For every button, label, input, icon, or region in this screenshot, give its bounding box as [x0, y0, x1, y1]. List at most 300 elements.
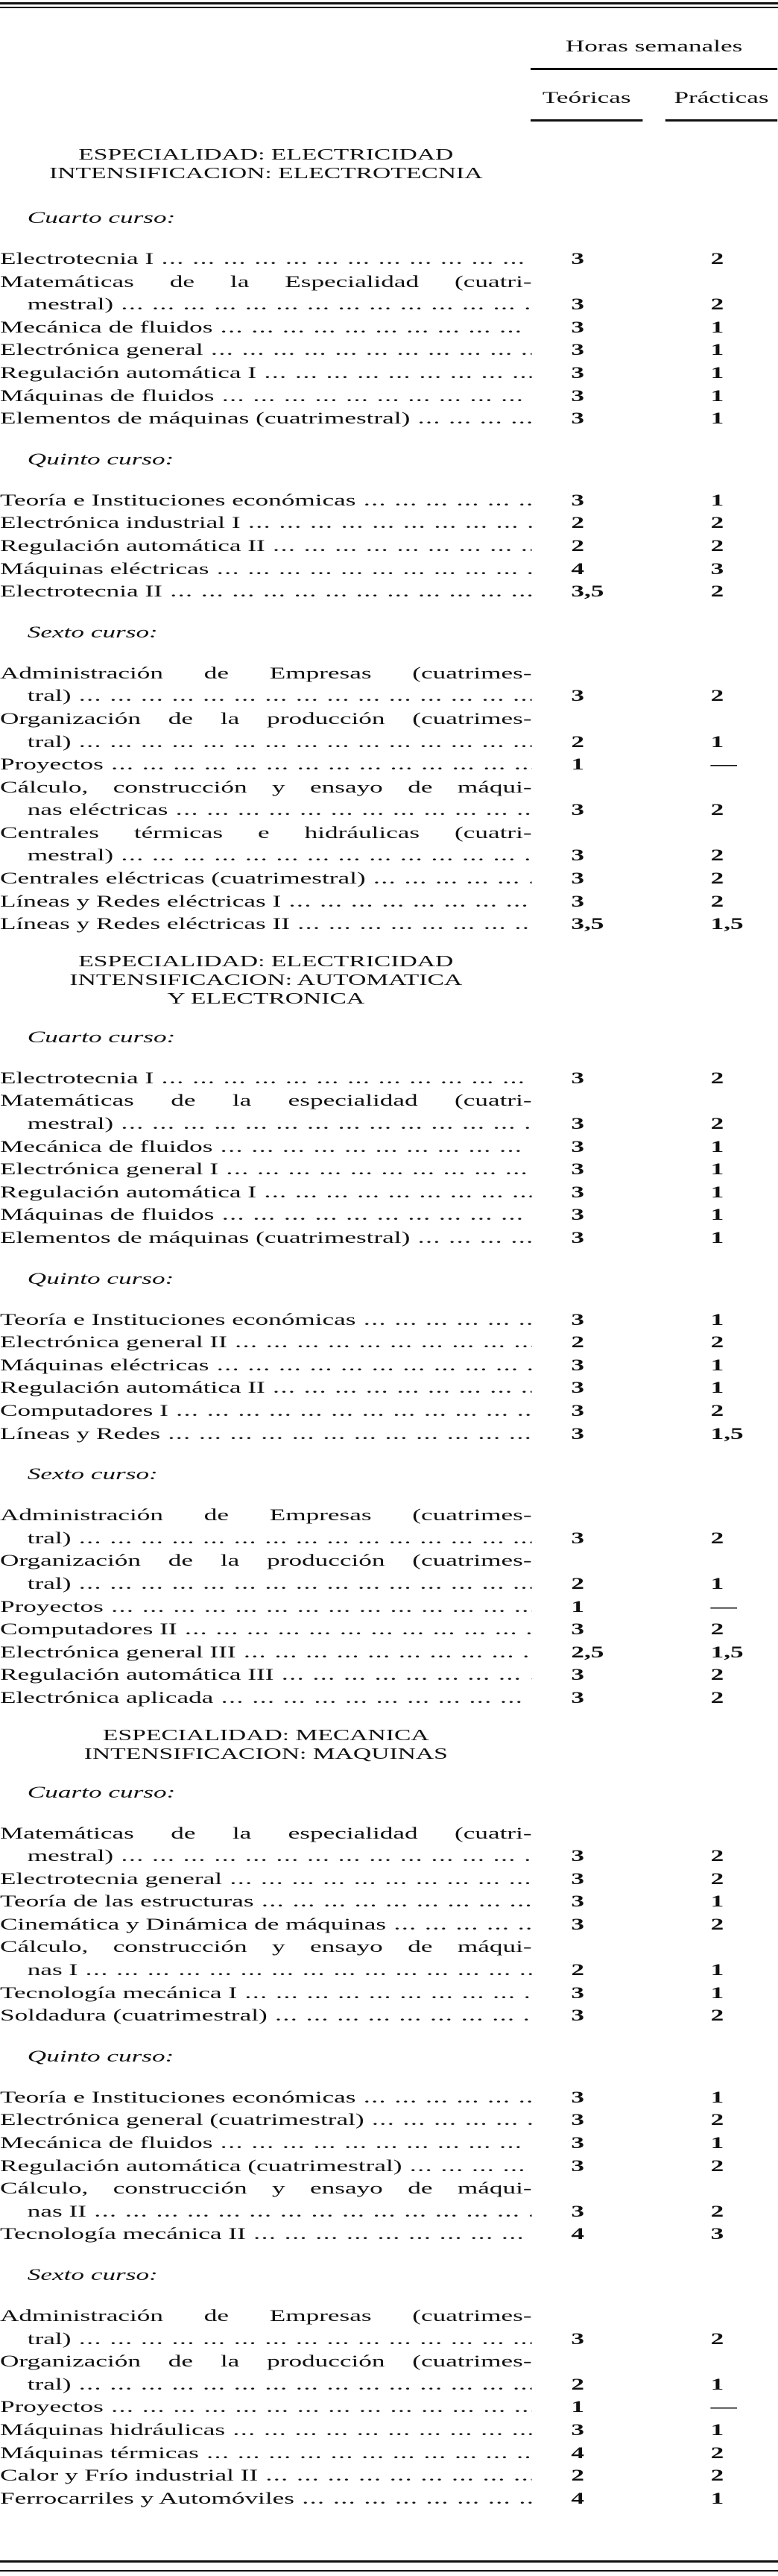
practicas-hours: 1,5 [710, 914, 744, 933]
teoricas-hours: 3 [571, 1400, 584, 1420]
subject-row [0, 558, 778, 581]
subject-name-line [0, 511, 532, 535]
subject-name: Líneas y Redes [0, 1423, 161, 1443]
subject-name: Electrónica general I [0, 1159, 219, 1179]
dot-leader [265, 535, 532, 558]
practicas-hours: 2 [710, 1528, 724, 1547]
practicas-hours: 1 [710, 317, 724, 336]
dot-leader [71, 2373, 531, 2396]
teoricas-hours: 3 [571, 295, 584, 314]
subject-name: tral) [27, 2328, 72, 2348]
subject-name-line [0, 867, 532, 890]
subject-row [0, 2155, 778, 2178]
subject-name: Centrales eléctricas (cuatrimestral) [0, 869, 366, 888]
teoricas-hours: 3 [571, 490, 584, 509]
dot-leader [71, 731, 531, 754]
practicas-hours: 1,5 [710, 1642, 744, 1661]
subject-name-line [0, 1136, 532, 1159]
practicas-hours: 1 [710, 362, 724, 382]
subject-name-line [0, 1112, 532, 1136]
teoricas-hours: 3 [571, 409, 584, 428]
teoricas-hours: 3 [571, 2087, 584, 2106]
dot-leader [290, 913, 532, 936]
subject-name-line [0, 2373, 532, 2396]
teoricas-hours: 2 [571, 513, 584, 532]
practicas-hours: 1 [710, 2133, 724, 2153]
bottom-rule [0, 2560, 778, 2563]
teoricas-hours: 3 [571, 340, 584, 359]
subject-name-line [0, 2200, 532, 2223]
teoricas-hours: 3 [571, 1687, 584, 1707]
subject-row [0, 2305, 778, 2350]
subject-row [0, 1226, 778, 1250]
subject-row [0, 2487, 778, 2510]
subject-row [0, 1890, 778, 1913]
subject-name: mestral) [27, 845, 114, 865]
practicas-hours: 2 [710, 295, 724, 314]
course-label: Quinto curso: [27, 1268, 174, 1288]
dot-leader [364, 2109, 532, 2132]
dot-leader [71, 1527, 531, 1550]
teoricas-hours: 3 [571, 1355, 584, 1374]
dot-leader [104, 753, 532, 776]
dot-leader [268, 2004, 532, 2027]
subject-name-line [0, 2464, 532, 2487]
teoricas-hours: 3 [571, 2133, 584, 2153]
dot-leader [168, 799, 531, 822]
teoricas-hours: 2 [571, 1960, 584, 1980]
practicas-hours: 2 [710, 2328, 724, 2348]
subject-name-line [0, 1596, 532, 1619]
header-divider [531, 68, 777, 70]
subject-name-line [0, 558, 532, 581]
subject-name: Electrónica industrial I [0, 513, 241, 532]
subject-name: Teoría e Instituciones económicas [0, 2087, 356, 2106]
practicas-hours: 1 [710, 2087, 724, 2106]
subject-name: Electrotecnia general [0, 1868, 223, 1888]
subject-row [0, 913, 778, 936]
subject-row [0, 2109, 778, 2132]
subject-name: Elementos de máquinas (cuatrimestral) [0, 1228, 411, 1247]
subject-name-line [0, 1959, 532, 1982]
subject-name: Proyectos [0, 2397, 104, 2416]
subject-name-line [0, 1067, 532, 1090]
subject-name-line: Cálculo, construcción y ensayo de máqui- [0, 777, 532, 796]
subject-name: tral) [27, 731, 72, 751]
dot-leader [281, 890, 531, 913]
subject-name: Electrotecnia I [0, 249, 154, 268]
dot-leader [254, 1890, 532, 1913]
subject-name-line [0, 2396, 532, 2419]
subject-name: Proyectos [0, 1596, 104, 1616]
subject-name-line [0, 362, 532, 385]
subject-name-line [0, 2328, 532, 2351]
subject-name-line [0, 1309, 532, 1332]
dot-leader [214, 385, 531, 408]
subject-name: Elementos de máquinas (cuatrimestral) [0, 409, 411, 428]
dot-leader [227, 1331, 532, 1354]
dot-leader [241, 511, 532, 535]
subject-row [0, 1913, 778, 1936]
teoricas-divider [531, 119, 642, 122]
subject-name-line [0, 535, 532, 558]
teoricas-hours: 3 [571, 800, 584, 819]
dot-leader [218, 1158, 531, 1181]
practicas-hours: 1 [710, 2488, 724, 2507]
subject-name-line [0, 1527, 532, 1550]
subject-name: Electrónica general [0, 340, 203, 359]
course-label: Quinto curso: [27, 449, 174, 468]
practicas-hours: — [710, 755, 737, 774]
subject-name-line [0, 1913, 532, 1936]
practicas-hours: 1 [710, 340, 724, 359]
subject-name: Proyectos [0, 755, 104, 774]
subject-name: Electrotecnia I [0, 1068, 154, 1087]
subject-name-line [0, 2004, 532, 2027]
subject-name: Regulación automática III [0, 1665, 274, 1684]
subject-name: Líneas y Redes eléctricas I [0, 891, 282, 910]
subject-row [0, 1504, 778, 1549]
practicas-hours: 1 [710, 1378, 724, 1397]
teoricas-hours: 3 [571, 1528, 584, 1547]
subject-name-line: Cálculo, construcción y ensayo de máqui- [0, 2179, 532, 2198]
subject-row [0, 1067, 778, 1090]
subject-name-line: Organización de la producción (cuatrimes- [0, 1551, 532, 1570]
dot-leader [71, 1572, 531, 1596]
dot-leader [294, 2487, 532, 2510]
dot-leader [168, 1399, 532, 1423]
subject-row [0, 2223, 778, 2246]
subject-name: Regulación automática II [0, 1378, 265, 1397]
subject-row [0, 662, 778, 708]
subject-row [0, 822, 778, 867]
dot-leader [104, 1596, 532, 1619]
dot-leader [212, 316, 531, 339]
practicas-hours: 2 [710, 1665, 724, 1684]
practicas-hours: 1 [710, 1136, 724, 1156]
teoricas-hours: 2 [571, 535, 584, 555]
course-label: Cuarto curso: [27, 1027, 176, 1046]
dot-leader [402, 2155, 532, 2178]
teoricas-hours: 3 [571, 1136, 584, 1156]
practicas-divider [665, 119, 777, 122]
subject-name-line [0, 2223, 532, 2246]
top-rule-secondary [0, 7, 778, 8]
subject-row [0, 362, 778, 385]
subject-name: Líneas y Redes eléctricas II [0, 914, 290, 933]
teoricas-hours: 3 [571, 317, 584, 336]
course-label: Sexto curso: [27, 1464, 158, 1484]
practicas-hours: 1 [710, 1960, 724, 1980]
dot-leader [209, 558, 532, 581]
teoricas-hours: 3 [571, 891, 584, 910]
subject-row [0, 867, 778, 890]
subject-name: Tecnología mecánica I [0, 1983, 238, 2002]
dot-leader [71, 2328, 531, 2351]
teoricas-hours: 3 [571, 1892, 584, 1911]
subject-row [0, 385, 778, 408]
subject-name-line [0, 338, 532, 362]
subject-row [0, 1158, 778, 1181]
subject-name-line: Organización de la producción (cuatrimes- [0, 708, 532, 728]
dot-leader [113, 844, 531, 867]
practicas-hours: 2 [710, 1400, 724, 1420]
subject-row [0, 2464, 778, 2487]
subject-name-line [0, 2442, 532, 2465]
subject-name-line [0, 1423, 532, 1446]
subject-name: Electrónica aplicada [0, 1687, 214, 1707]
dot-leader [237, 1982, 532, 2005]
dot-leader [256, 362, 532, 385]
section-title-line: INTENSIFICACION: MAQUINAS [83, 1744, 448, 1763]
practicas-hours: 2 [710, 845, 724, 865]
subject-name: Electrónica general II [0, 1332, 227, 1352]
dot-leader [113, 1112, 531, 1136]
hours-header: Horas semanales [565, 37, 743, 55]
dot-leader [355, 489, 531, 512]
subject-name-line [0, 1641, 532, 1664]
teoricas-hours: 2 [571, 731, 584, 751]
subject-name-line [0, 2086, 532, 2109]
subject-row [0, 2004, 778, 2027]
subject-row [0, 511, 778, 535]
subject-name-line: Cálculo, construcción y ensayo de máqui- [0, 1937, 532, 1956]
subject-name-line [0, 1226, 532, 1250]
section-title-line: Y ELECTRONICA [167, 989, 365, 1007]
subject-name-line [0, 385, 532, 408]
subject-name-line [0, 1158, 532, 1181]
practicas-hours: 2 [710, 869, 724, 888]
teoricas-hours: 3 [571, 1114, 584, 1133]
subject-name-line: Matemáticas de la especialidad (cuatri- [0, 1091, 532, 1110]
teoricas-hours: 4 [571, 2224, 584, 2243]
column-header-teoricas: Teóricas [542, 88, 631, 107]
teoricas-hours: 3 [571, 1914, 584, 1933]
subject-row [0, 1376, 778, 1399]
subject-row [0, 2396, 778, 2419]
practicas-hours: 3 [710, 2224, 724, 2243]
dot-leader [246, 2223, 532, 2246]
subject-name-line [0, 1399, 532, 1423]
dot-leader [113, 1845, 531, 1868]
subject-name-line [0, 316, 532, 339]
top-rule [0, 2, 778, 4]
subject-name: Máquinas eléctricas [0, 558, 209, 578]
practicas-hours: 2 [710, 1846, 724, 1865]
subject-row [0, 2086, 778, 2109]
subject-name-line: Administración de Empresas (cuatrimes- [0, 2306, 532, 2325]
teoricas-hours: 3 [571, 686, 584, 705]
subject-row [0, 753, 778, 776]
subject-name-line [0, 731, 532, 754]
subject-name-line [0, 580, 532, 603]
subject-name-line [0, 913, 532, 936]
practicas-hours: 2 [710, 1914, 724, 1933]
dot-leader [213, 1687, 531, 1710]
subject-row [0, 2419, 778, 2442]
subject-name: Mecánica de fluidos [0, 2133, 213, 2153]
teoricas-hours: 1 [571, 2397, 584, 2416]
dot-leader [160, 1423, 532, 1446]
subject-row [0, 2177, 778, 2223]
teoricas-hours: 3,5 [571, 914, 604, 933]
dot-leader [71, 684, 531, 708]
subject-name: Máquinas hidráulicas [0, 2419, 226, 2439]
practicas-hours: 1 [710, 385, 724, 405]
subject-name: Máquinas de fluidos [0, 385, 215, 405]
practicas-hours: 1 [710, 1573, 724, 1593]
practicas-hours: 2 [710, 2201, 724, 2220]
subject-row [0, 1596, 778, 1619]
practicas-hours: 2 [710, 1868, 724, 1888]
dot-leader [199, 2442, 532, 2465]
subject-row [0, 489, 778, 512]
practicas-hours: 2 [710, 2006, 724, 2025]
practicas-hours: 3 [710, 558, 724, 578]
subject-row [0, 535, 778, 558]
subject-row [0, 1982, 778, 2005]
subject-name-line: Centrales térmicas e hidráulicas (cuatri- [0, 822, 532, 842]
dot-leader [236, 1641, 532, 1664]
practicas-hours: 1,5 [710, 1423, 744, 1443]
subject-name: Ferrocarriles y Automóviles [0, 2488, 294, 2507]
curriculum-content [0, 145, 778, 2510]
practicas-hours: 1 [710, 2374, 724, 2393]
dot-leader [86, 2200, 532, 2223]
dot-leader [78, 1959, 531, 1982]
teoricas-hours: 1 [571, 1596, 584, 1616]
subject-name: tral) [27, 2374, 72, 2393]
subject-name: tral) [27, 686, 72, 705]
subject-name-line [0, 684, 532, 708]
subject-name: Regulación automática II [0, 535, 265, 555]
practicas-hours: 2 [710, 1114, 724, 1133]
practicas-hours: — [710, 1596, 737, 1616]
subject-row [0, 1399, 778, 1423]
dot-leader [222, 1868, 532, 1891]
teoricas-hours: 3 [571, 2328, 584, 2348]
subject-row [0, 1136, 778, 1159]
practicas-hours: 1 [710, 731, 724, 751]
course-label: Cuarto curso: [27, 208, 176, 227]
dot-leader [212, 1136, 531, 1159]
teoricas-hours: 3 [571, 1619, 584, 1639]
dot-leader [104, 2396, 532, 2419]
dot-leader [214, 1203, 531, 1226]
subject-row [0, 1203, 778, 1226]
subject-row [0, 316, 778, 339]
subject-name: Máquinas de fluidos [0, 1205, 215, 1224]
subject-name: Computadores II [0, 1619, 177, 1639]
teoricas-hours: 3 [571, 249, 584, 268]
practicas-hours: 1 [710, 409, 724, 428]
subject-name-line [0, 489, 532, 512]
practicas-hours: 1 [710, 1983, 724, 2002]
practicas-hours: 2 [710, 1619, 724, 1639]
subject-row [0, 1309, 778, 1332]
practicas-hours: 1 [710, 2419, 724, 2439]
subject-row [0, 1549, 778, 1595]
subject-name: Tecnología mecánica II [0, 2224, 246, 2243]
teoricas-hours: 3 [571, 1423, 584, 1443]
subject-name: Regulación automática (cuatrimestral) [0, 2155, 402, 2175]
subject-row [0, 1663, 778, 1687]
subject-row [0, 2350, 778, 2396]
subject-name: Soldadura (cuatrimestral) [0, 2006, 268, 2025]
subject-row [0, 1687, 778, 1710]
section-title-line: INTENSIFICACION: AUTOMATICA [69, 970, 463, 989]
subject-name: Electrónica general III [0, 1642, 236, 1661]
dot-leader [386, 1913, 532, 1936]
dot-leader [258, 2464, 532, 2487]
subject-row [0, 1423, 778, 1446]
dot-leader [265, 1376, 532, 1399]
practicas-hours: 1 [710, 1182, 724, 1201]
subject-name: Computadores I [0, 1400, 168, 1420]
practicas-hours: 2 [710, 2443, 724, 2462]
subject-name: Máquinas eléctricas [0, 1355, 209, 1374]
subject-name-line: Administración de Empresas (cuatrimes- [0, 663, 532, 682]
section-title-line: ESPECIALIDAD: MECANICA [102, 1725, 429, 1744]
subject-row [0, 1089, 778, 1135]
subject-name: Regulación automática I [0, 1182, 257, 1201]
practicas-hours: 2 [710, 800, 724, 819]
teoricas-hours: 3 [571, 1228, 584, 1247]
teoricas-hours: 4 [571, 558, 584, 578]
subject-row [0, 1936, 778, 1981]
subject-name: Electrónica general (cuatrimestral) [0, 2110, 364, 2129]
teoricas-hours: 3 [571, 845, 584, 865]
practicas-hours: 1 [710, 1892, 724, 1911]
dot-leader [410, 407, 531, 430]
subject-name-line [0, 2155, 532, 2178]
subject-name-line [0, 2132, 532, 2155]
subject-name: Máquinas térmicas [0, 2443, 199, 2462]
subject-name-line [0, 248, 532, 271]
practicas-hours: 1 [710, 1159, 724, 1179]
subject-row [0, 1331, 778, 1354]
section-title [0, 1726, 532, 1763]
subject-row [0, 2132, 778, 2155]
subject-name: Teoría de las estructuras [0, 1892, 254, 1911]
teoricas-hours: 3 [571, 1205, 584, 1224]
section-title [0, 952, 532, 1008]
subject-row [0, 407, 778, 430]
dot-leader [355, 1309, 531, 1332]
practicas-hours: 1 [710, 490, 724, 509]
teoricas-hours: 3 [571, 1983, 584, 2002]
subject-name: mestral) [27, 1114, 114, 1133]
subject-name: nas II [27, 2201, 86, 2220]
subject-row [0, 1641, 778, 1664]
subject-name-line [0, 1868, 532, 1891]
teoricas-hours: 3 [571, 1159, 584, 1179]
subject-name-line [0, 1331, 532, 1354]
practicas-hours: 2 [710, 1332, 724, 1352]
teoricas-hours: 4 [571, 2443, 584, 2462]
subject-name-line [0, 799, 532, 822]
subject-row [0, 338, 778, 362]
course-label: Sexto curso: [27, 2265, 158, 2284]
practicas-hours: 2 [710, 2110, 724, 2129]
section-title-line: ESPECIALIDAD: ELECTRICIDAD [78, 951, 454, 970]
subject-name: nas I [27, 1960, 78, 1980]
subject-row [0, 1181, 778, 1204]
subject-name: Electrotecnia II [0, 582, 162, 601]
dot-leader [366, 867, 532, 890]
subject-name-line [0, 2487, 532, 2510]
practicas-hours: 2 [710, 249, 724, 268]
